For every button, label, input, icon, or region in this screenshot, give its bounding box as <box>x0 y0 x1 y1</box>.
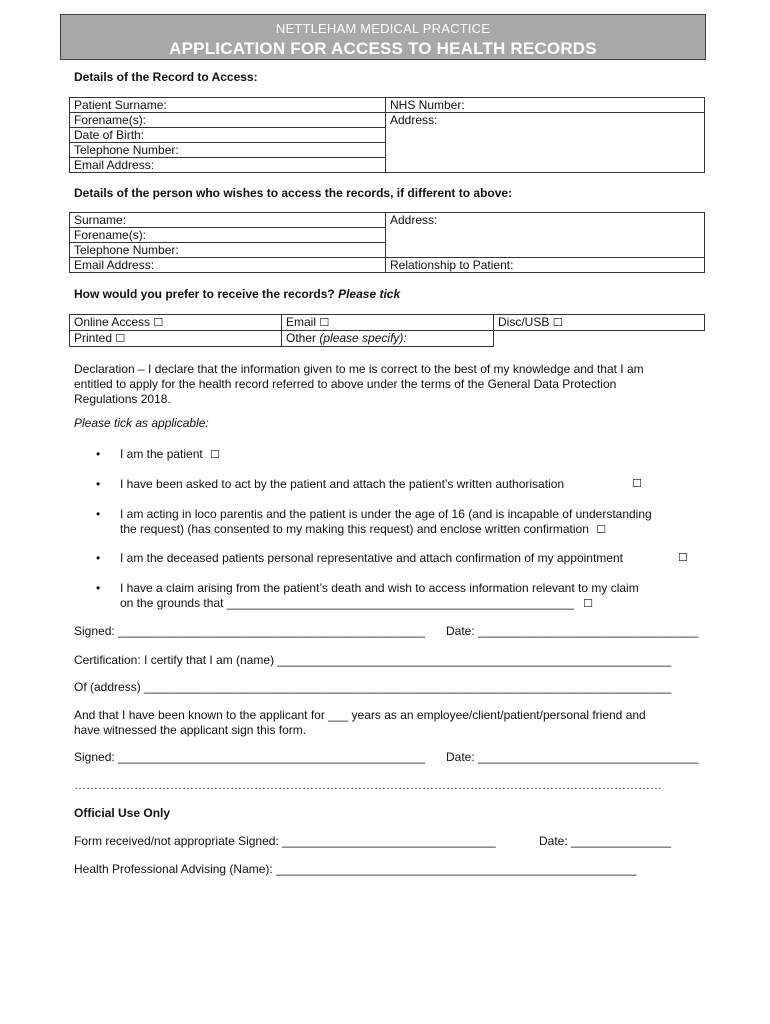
email-option-label: Email <box>286 315 317 329</box>
form-header <box>60 14 706 60</box>
online-access-label: Online Access <box>74 315 151 329</box>
form-title: APPLICATION FOR ACCESS TO HEALTH RECORDS <box>169 39 597 58</box>
email-field[interactable]: Email Address: <box>70 158 386 173</box>
dotted-separator: ………………………………………………………………………………………………………………………………… <box>74 778 662 792</box>
record-heading: Details of the Record to Access: <box>74 70 258 84</box>
disc-usb-checkbox[interactable]: ☐ <box>552 316 563 329</box>
nhs-number-field[interactable]: NHS Number: <box>386 98 705 113</box>
known-line-1[interactable]: And that I have been known to the applicant for ___ years as an employee/client/patient/personal friend and <box>74 708 646 722</box>
bullet-representative: I am the deceased patients personal representative and attach confirmation of my appointment <box>120 551 623 565</box>
bullet-loco-line-2: the request) (has consented to my making this request) and enclose written confirmation <box>120 522 589 536</box>
patient-surname-field[interactable]: Patient Surname: <box>70 98 386 113</box>
date-line-3[interactable]: Date: _______________ <box>539 834 672 848</box>
bullet-claim-line-2[interactable]: on the grounds that ____________________________________________________ <box>120 596 574 610</box>
printed-label: Printed <box>74 331 113 345</box>
email-option[interactable] <box>282 315 494 331</box>
disc-usb-label: Disc/USB <box>498 315 550 329</box>
bullet-dot: • <box>96 447 101 461</box>
requester-surname-field[interactable]: Surname: <box>70 213 386 228</box>
telephone-field[interactable]: Telephone Number: <box>70 143 386 158</box>
other-specify-label: (please specify): <box>319 331 407 345</box>
online-access-option[interactable] <box>70 315 282 331</box>
requester-telephone-field[interactable]: Telephone Number: <box>70 243 386 258</box>
bullet-claim-line-1: I have a claim arising from the patient’s death and wish to access information relevant to my claim <box>120 581 639 595</box>
declaration-line-3: Regulations 2018. <box>74 392 171 406</box>
bullet-patient <box>120 447 220 462</box>
requester-email-field[interactable]: Email Address: <box>70 258 386 273</box>
dob-field[interactable]: Date of Birth: <box>70 128 386 143</box>
bullet-loco-parentis <box>120 507 652 537</box>
signed-line-1[interactable]: Signed: ______________________________________________ <box>74 624 426 638</box>
address-line[interactable]: Of (address) _______________________________________________________________________________ <box>74 680 672 694</box>
bullet-authorised: I have been asked to act by the patient and attach the patient’s written authorisation <box>120 477 565 491</box>
signed-line-2[interactable]: Signed: ______________________________________________ <box>74 750 426 764</box>
health-professional-line[interactable]: Health Professional Advising (Name): ______________________________________________________ <box>74 862 637 876</box>
official-use-heading: Official Use Only <box>74 806 171 820</box>
bullet-dot: • <box>96 581 101 595</box>
practice-name: NETTLEHAM MEDICAL PRACTICE <box>275 21 491 36</box>
requester-address-field[interactable]: Address: <box>386 213 705 258</box>
online-access-checkbox[interactable]: ☐ <box>153 316 164 329</box>
bullet-claim <box>120 581 639 611</box>
person-table <box>69 212 705 273</box>
tick-instruction: Please tick as applicable: <box>74 416 209 430</box>
address-field[interactable]: Address: <box>386 113 705 173</box>
empty-cell <box>494 331 705 347</box>
person-heading: Details of the person who wishes to access the records, if different to above: <box>74 186 513 200</box>
bullet-patient-text: I am the patient <box>120 447 203 461</box>
requester-forenames-field[interactable]: Forename(s): <box>70 228 386 243</box>
known-text <box>74 708 646 738</box>
declaration-line-1: Declaration – I declare that the information given to me is correct to the best of my knowledge and that I am <box>74 362 644 376</box>
email-option-checkbox[interactable]: ☐ <box>319 316 330 329</box>
bullet-representative-checkbox[interactable]: ☐ <box>678 551 688 564</box>
bullet-claim-checkbox[interactable]: ☐ <box>583 597 594 610</box>
other-label: Other <box>286 331 317 345</box>
relationship-field[interactable]: Relationship to Patient: <box>386 258 705 273</box>
declaration-line-2: entitled to apply for the health record referred to above under the terms of the General Data Protection <box>74 377 617 391</box>
printed-checkbox[interactable]: ☐ <box>115 332 126 345</box>
printed-option[interactable] <box>70 331 282 347</box>
record-table <box>69 97 705 173</box>
declaration-text <box>74 362 644 407</box>
forenames-field[interactable]: Forename(s): <box>70 113 386 128</box>
receive-table <box>69 314 705 347</box>
bullet-dot: • <box>96 477 101 491</box>
bullet-loco-line-1: I am acting in loco parentis and the patient is under the age of 16 (and is incapable of understanding <box>120 507 652 521</box>
receive-heading-em: Please tick <box>338 287 401 301</box>
bullet-authorised-checkbox[interactable]: ☐ <box>632 477 642 490</box>
date-line-1[interactable]: Date: _________________________________ <box>446 624 699 638</box>
bullet-patient-checkbox[interactable]: ☐ <box>210 448 220 461</box>
receive-heading-text: How would you prefer to receive the records? <box>74 287 335 301</box>
bullet-dot: • <box>96 507 101 521</box>
date-line-2[interactable]: Date: _________________________________ <box>446 750 699 764</box>
bullet-dot: • <box>96 551 101 565</box>
form-received-line[interactable]: Form received/not appropriate Signed: ________________________________ <box>74 834 496 848</box>
bullet-loco-checkbox[interactable]: ☐ <box>596 523 607 536</box>
known-line-2: have witnessed the applicant sign this form. <box>74 723 307 737</box>
certification-line[interactable]: Certification: I certify that I am (name) ___________________________________________________________ <box>74 653 672 667</box>
receive-heading <box>74 287 400 301</box>
disc-usb-option[interactable] <box>494 315 705 331</box>
other-option[interactable] <box>282 331 494 347</box>
